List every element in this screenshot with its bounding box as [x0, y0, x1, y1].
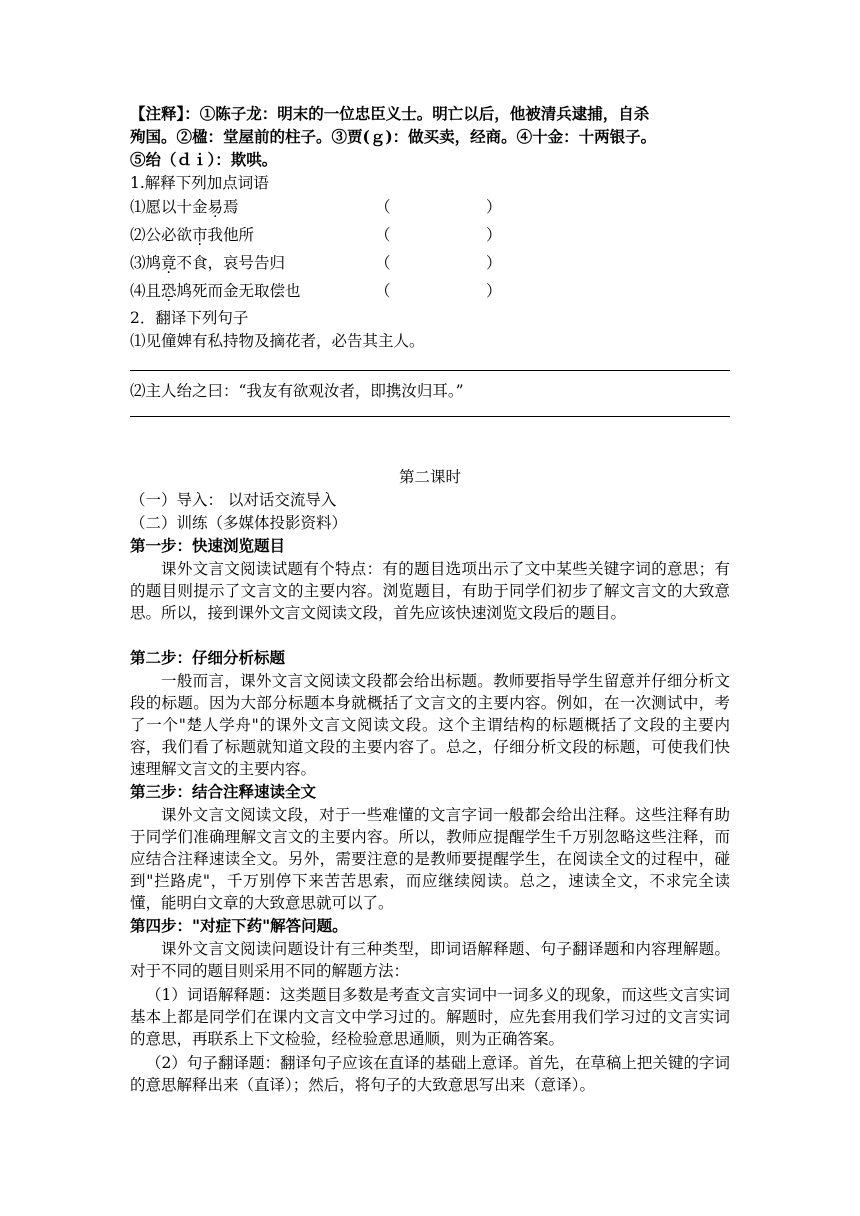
lesson2-heading: 第二课时	[398, 468, 461, 486]
dotted-word: 恐	[161, 282, 177, 300]
step2-body: 一般而言，课外文言文阅读文段都会给出标题。教师要指导学生留意并仔细分析文段的标题。因为大部分标题本身就概括了文言文的主要内容。例如，在一次测试中，考了一个"楚人学舟"的课外文言文阅读文段。这个主谓结构的标题概括了文段的主要内容，我们看了标题就知道文段的主要内容了。总之，仔细分析文段的标题，可使我们快速理解文言文的主要内容。	[130, 672, 730, 778]
q2-title: 2．翻译下列句子	[130, 309, 249, 327]
q1-item-3: ⑶鸠竟不食，哀号告归	[130, 254, 286, 272]
dotted-word: 易	[207, 198, 224, 216]
step2-title: 第二步：仔细分析标题	[130, 648, 286, 667]
q2-sentence-2: ⑵主人绐之曰：“我友有欲观汝者，即携汝归耳。”	[130, 382, 464, 400]
notes-line-1: 【注释】：①陈子龙：明末的一位忠臣义士。明亡以后，他被清兵逮捕，自杀	[130, 104, 650, 123]
notes-line-3: ⑤绐（ｄｉ）：欺哄。	[130, 150, 278, 169]
sub-item-2: （2）句子翻译题：翻译句子应该在直译的基础上意译。首先，在草稿上把关键的字词的意思解释出来（直译）；然后，将句子的大致意思写出来（意译）。	[130, 1054, 730, 1094]
q1-item-1: ⑴愿以十金易焉	[130, 198, 239, 216]
dotted-word: 竟	[161, 254, 177, 272]
q1-title: 1.解释下列加点词语	[130, 174, 269, 192]
sub-item-1: （1）词语解释题：这类题目多数是考查文言实词中一词多义的现象，而这些文言实词基本上都是同学们在课内文言文中学习过的。解题时，应先套用我们学习过的文言实词的意思，再联系上下文检验，经检验意思通顺，则为正确答案。	[130, 986, 730, 1048]
step3-body: 课外文言文阅读文段，对于一些难懂的文言字词一般都会给出注释。这些注释有助于同学们准确理解文言文的主要内容。所以，教师应提醒学生千万别忽略这些注释，而应结合注释速读全文。另外，需要注意的是教师要提醒学生，在阅读全文的过程中，碰到"拦路虎"，千万别停下来苦苦思索，而应继续阅读。总之，速读全文，不求完全读懂，能明白文章的大致意思就可以了。	[130, 806, 730, 912]
answer-line-2[interactable]	[130, 416, 730, 417]
step4-body: 课外文言文阅读问题设计有三种类型，即词语解释题、句子翻译题和内容理解题。对于不同的题目则采用不同的解题方法：	[130, 940, 730, 980]
step4-title: 第四步："对症下药"解答问题。	[130, 916, 348, 935]
q1-answer-blank-4[interactable]: （ ）	[375, 282, 502, 300]
step3-title: 第三步：结合注释速读全文	[130, 782, 317, 801]
step1-title: 第一步：快速浏览题目	[130, 536, 286, 555]
answer-line-1[interactable]	[130, 370, 730, 371]
q1-item-4: ⑷且恐鸠死而金无取偿也	[130, 282, 301, 300]
dotted-word: 市	[192, 226, 208, 244]
q1-answer-blank-3[interactable]: （ ）	[375, 254, 502, 272]
step1-body: 课外文言文阅读试题有个特点：有的题目选项出示了文中某些关键字词的意思；有的题目则提示了文言文的主要内容。浏览题目，有助于同学们初步了解文言文的大致意思。所以，接到课外文言文阅读文段，首先应该快速浏览文段后的题目。	[130, 560, 730, 622]
lesson2-intro: （一）导入： 以对话交流导入	[130, 491, 337, 509]
q1-answer-blank-2[interactable]: （ ）	[375, 226, 502, 244]
lesson2-training: （二）训练（多媒体投影资料）	[130, 514, 348, 532]
q1-item-2: ⑵公必欲市我他所	[130, 226, 255, 244]
q1-answer-blank-1[interactable]: （ ）	[375, 198, 502, 216]
notes-line-2: 殉国。②楹：堂屋前的柱子。③贾(ｇ)：做买卖，经商。④十金：十两银子。	[130, 127, 657, 146]
q2-sentence-1: ⑴见僮婢有私持物及摘花者，必告其主人。	[130, 332, 425, 350]
